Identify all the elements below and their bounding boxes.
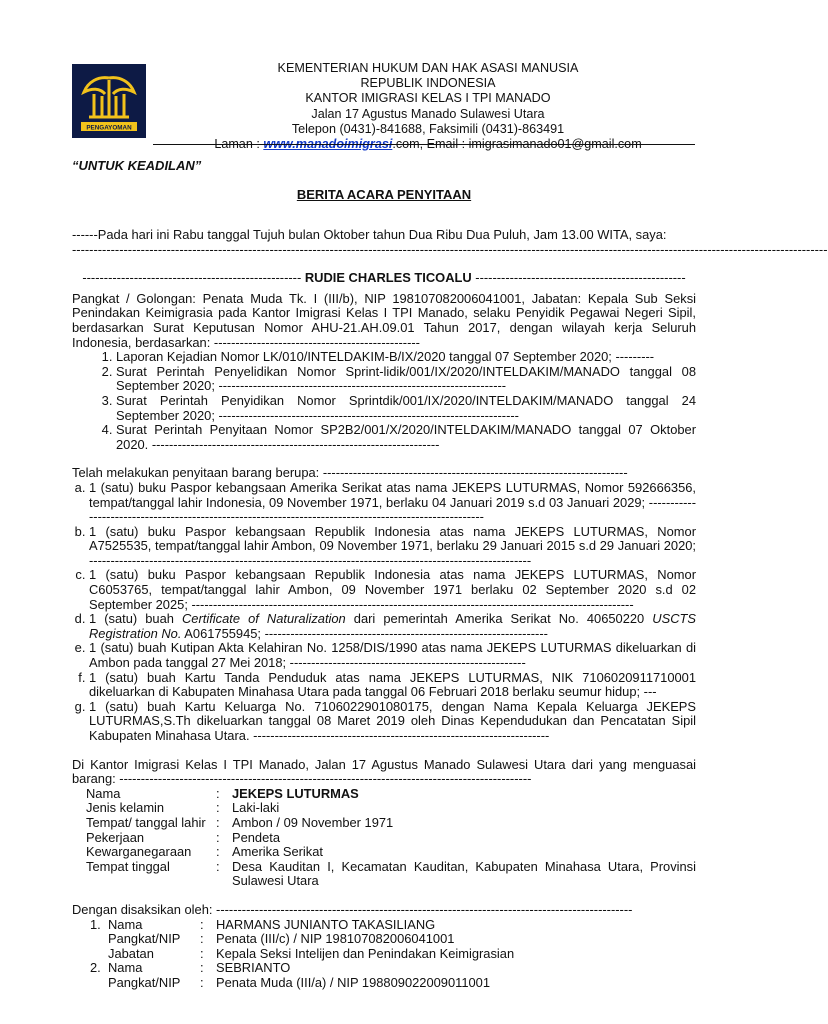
officer-name: RUDIE CHARLES TICOALU bbox=[304, 270, 472, 286]
table-row: Jabatan : Kepala Seksi Intelijen dan Penindakan Keimigrasian bbox=[108, 945, 515, 961]
list-item: b. 1 (satu) buku Paspor kebangsaan Republik Indonesia atas nama JEKEPS LUTURMAS, Nomor A7525535, tempat/tanggal lahir Ambon, 09 November 1971, berlaku 29 Januari 2015 s.d 29 Januari 2020; ------------------------------------------------------------------------------------------------------- bbox=[89, 525, 696, 569]
separator-line: -------------------------------------------------------------------------------------------------------------------------------------------------------------------------------- bbox=[72, 241, 828, 257]
office-address: Jalan 17 Agustus Manado Sulawesi Utara bbox=[311, 106, 545, 121]
witness-intro: Dengan disaksikan oleh: ------------------------------------------------------------------------------------------------- bbox=[72, 901, 633, 917]
table-row: Jenis kelamin : Laki-laki bbox=[86, 800, 280, 816]
legal-basis-list bbox=[72, 350, 696, 452]
motto: “UNTUK KEADILAN” bbox=[72, 158, 202, 173]
table-row: Nama : JEKEPS LUTURMAS bbox=[86, 785, 359, 801]
list-item: a. 1 (satu) buku Paspor kebangsaan Amerika Serikat atas nama JEKEPS LUTURMAS, Nomor 592666356, tempat/tanggal lahir Indonesia, 09 November 1971, berlaku 04 Januari 2019 s.d 03 Januari 2029; ------------------------------------------------------------------------------------------------------- bbox=[89, 481, 696, 525]
email-text: , Email : imigrasimanado01@gmail.com bbox=[419, 137, 642, 152]
table-row: Tempat tinggal : Desa Kauditan I, Kecamatan Kauditan, Kabupaten Minahasa Utara, Provinsi Sulawesi Utara bbox=[86, 858, 696, 889]
officer-description: Pangkat / Golongan: Penata Muda Tk. I (III/b), NIP 198107082006041001, Jabatan: Kepala Sub Seksi Penindakan Keimigrasia pada Kantor Imigrasi Kelas I TPI Manado, selaku Penyidik Pegawai Negeri Sipil, berdasarkan Surat Keputusan Nomor AHU-21.AH.09.01 Tahun 2017, dengan wilayah kerja Seluruh Indonesia, berdasarkan: ------------------------------------------------ bbox=[72, 290, 696, 350]
office-phone: Telepon (0431)-841688, Faksimili (0431)-863491 bbox=[291, 121, 565, 136]
pengayoman-logo bbox=[72, 64, 146, 138]
seized-items-list bbox=[72, 481, 696, 744]
ministry-name: KEMENTERIAN HUKUM DAN HAK ASASI MANUSIA bbox=[277, 61, 579, 75]
website-label: Laman : bbox=[214, 137, 264, 152]
list-item: g. 1 (satu) buah Kartu Keluarga No. 7106022901080175, dengan Nama Kepala Keluarga JEKEPS LUTURMAS,S.Th dikeluarkan tanggal 08 Maret 2019 oleh Dinas Kependudukan dan Pencatatan Sipil Kabupaten Minahasa Utara. --------------------------------------------------------------------- bbox=[89, 700, 696, 744]
office-name: KANTOR IMIGRASI KELAS I TPI MANADO bbox=[305, 91, 551, 106]
officer-name-line: --------------------------------------------------- RUDIE CHARLES TICOALU ------------------------------------------------- bbox=[82, 270, 686, 286]
location-paragraph: Di Kantor Imigrasi Kelas I TPI Manado, Jalan 17 Agustus Manado Sulawesi Utara dari yang menguasai barang: ------------------------------------------------------------------------------------------------ bbox=[72, 756, 696, 787]
owner-details bbox=[86, 787, 696, 889]
table-row: 1. Nama : HARMANS JUNIANTO TAKASILIANG bbox=[90, 916, 436, 932]
document-title: BERITA ACARA PENYITAAN bbox=[296, 187, 472, 202]
list-item: d. 1 (satu) buah Certificate of Naturalization dari pemerintah Amerika Serikat No. 40650220 USCTS Registration No. A061755945; ------------------------------------------------------------------ bbox=[89, 612, 696, 641]
list-item: 2. Surat Perintah Penyelidikan Nomor Sprint-lidik/001/IX/2020/INTELDAKIM/MANADO tanggal 08 September 2020; ------------------------------------------------------------------- bbox=[116, 365, 696, 394]
table-row: Pangkat/NIP : Penata Muda (III/a) / NIP 198809022009011001 bbox=[108, 974, 491, 990]
website-link[interactable]: www.manadoimigrasi bbox=[263, 137, 393, 152]
seized-items-intro: Telah melakukan penyitaan barang berupa: ----------------------------------------------------------------------- bbox=[72, 465, 628, 481]
list-item: 4. Surat Perintah Penyitaan Nomor SP2B2/001/X/2020/INTELDAKIM/MANADO tanggal 07 Oktober 2020. ------------------------------------------------------------------- bbox=[116, 423, 696, 452]
list-item: e. 1 (satu) buah Kutipan Akta Kelahiran No. 1258/DIS/1990 atas nama JEKEPS LUTURMAS dikeluarkan di Ambon pada tanggal 27 Mei 2018; ------------------------------------------------------- bbox=[89, 641, 696, 670]
table-row: Pangkat/NIP : Penata (III/c) / NIP 198107082006041001 bbox=[108, 931, 455, 947]
table-row: Kewarganegaraan : Amerika Serikat bbox=[86, 844, 323, 860]
list-item: 3. Surat Perintah Penyidikan Nomor Sprintdik/001/IX/2020/INTELDAKIM/MANADO tanggal 24 September 2020; ---------------------------------------------------------------------- bbox=[116, 394, 696, 423]
intro-paragraph: ------Pada hari ini Rabu tanggal Tujuh bulan Oktober tahun Dua Ribu Dua Puluh, Jam 13.00 WITA, saya: bbox=[72, 227, 667, 242]
table-row: 2. Nama : SEBRIANTO bbox=[90, 960, 291, 976]
svg-text:PENGAYOMAN: PENGAYOMAN bbox=[86, 124, 132, 132]
country-name: REPUBLIK INDONESIA bbox=[360, 76, 496, 91]
website-tld: .com bbox=[392, 137, 420, 152]
list-item: f. 1 (satu) buah Kartu Tanda Penduduk atas nama JEKEPS LUTURMAS, NIK 7106020911710001 dikeluarkan di Kabupaten Minahasa Utara pada tanggal 06 Februari 2018 berlaku seumur hidup; --- bbox=[89, 671, 696, 700]
pengayoman-emblem-icon bbox=[72, 64, 146, 138]
list-item: c. 1 (satu) buku Paspor kebangsaan Republik Indonesia atas nama JEKEPS LUTURMAS, Nomor C6053765, tempat/tanggal lahir Ambon, 09 November 1971 berlaku 02 September 2020 s.d 02 September 2025; ------------------------------------------------------------------------------------------------------- bbox=[89, 568, 696, 612]
letterhead bbox=[150, 61, 706, 152]
witness-list bbox=[90, 918, 514, 991]
table-row: Tempat/ tanggal lahir : Ambon / 09 November 1971 bbox=[86, 814, 394, 830]
table-row: Pekerjaan : Pendeta bbox=[86, 829, 281, 845]
list-item: 1. Laporan Kejadian Nomor LK/010/INTELDAKIM-B/IX/2020 tanggal 07 September 2020; --------- bbox=[116, 350, 696, 365]
document-body bbox=[72, 227, 828, 991]
letterhead-divider bbox=[153, 144, 695, 145]
